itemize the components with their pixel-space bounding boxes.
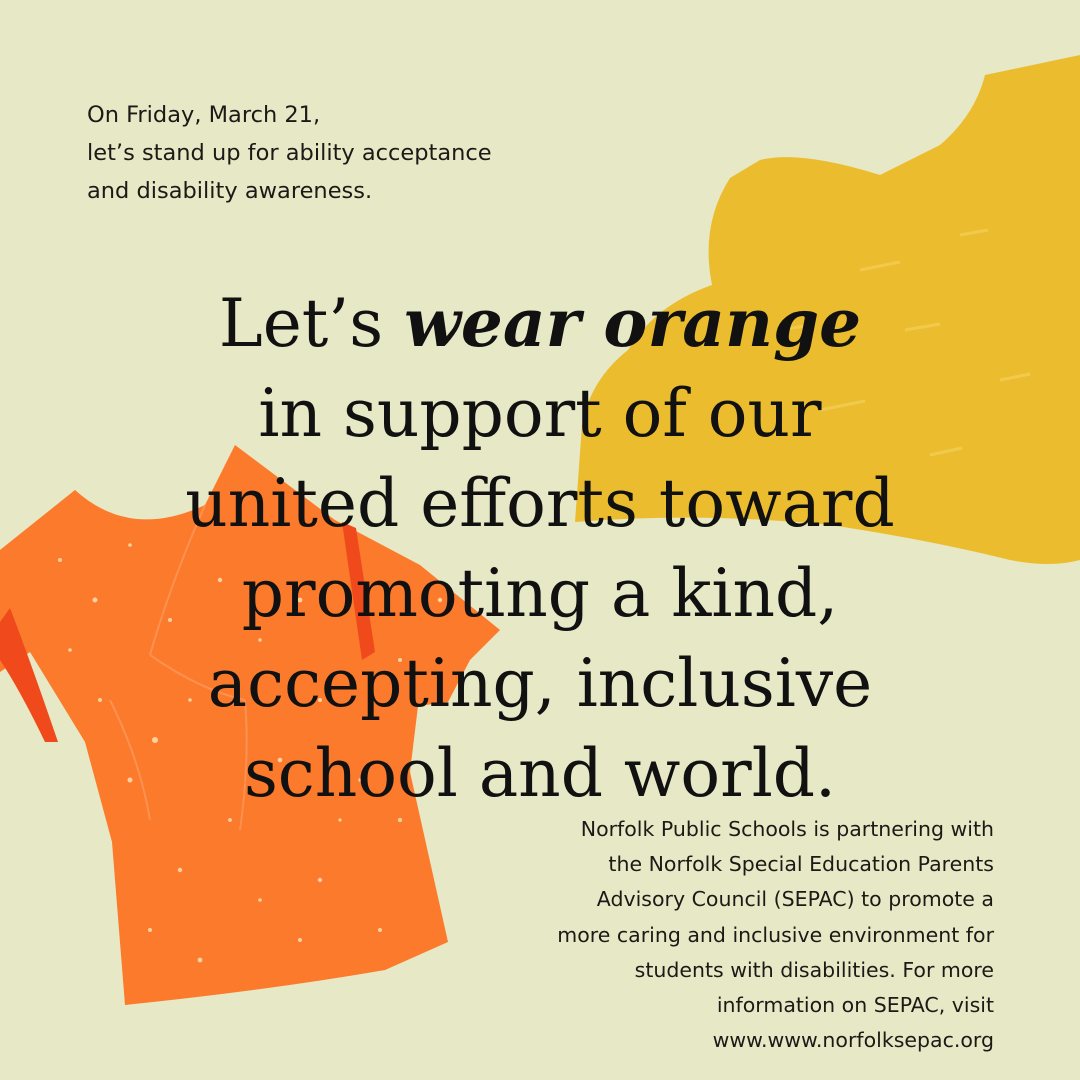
headline-emphasis: wear orange [404,284,862,362]
info-line: Advisory Council (SEPAC) to promote a [596,887,994,912]
headline-line: united efforts toward [185,465,895,542]
info-line: information on SEPAC, visit [716,993,994,1018]
info-line: the Norfolk Special Education Parents [608,852,994,877]
headline-prefix: Let’s [218,285,384,362]
intro-line: On Friday, March 21, [87,102,321,128]
headline-line: promoting a kind, [241,555,839,632]
intro-text [87,96,647,210]
info-line: Norfolk Public Schools is partnering with [580,817,994,841]
partnership-info [434,812,994,1058]
headline-line: accepting, inclusive [207,645,873,722]
intro-line: and disability awareness. [87,178,373,204]
headline [60,278,1020,819]
info-line: more caring and inclusive environment for [557,922,994,947]
headline-line [60,278,1020,369]
headline-line: in support of our [258,375,822,452]
intro-line: let’s stand up for ability acceptance [87,140,492,166]
info-line: students with disabilities. For more [634,957,994,982]
website-link[interactable]: www.www.norfolksepac.org [712,1028,994,1053]
headline-line: school and world. [243,735,837,812]
